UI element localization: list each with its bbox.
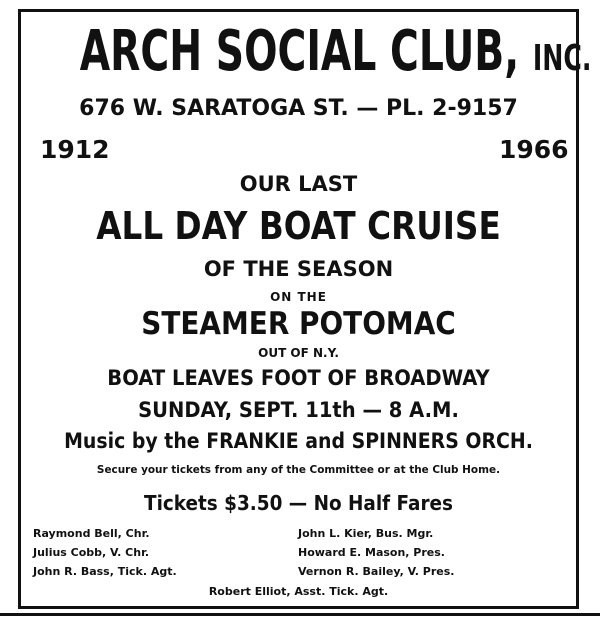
vessel-origin: OUT OF N.Y.: [258, 346, 339, 360]
committee-member: Howard E. Mason, Pres.: [298, 546, 445, 559]
club-name-text: ARCH SOCIAL CLUB,: [79, 19, 520, 84]
on-the-label: ON THE: [270, 290, 327, 304]
event-intro: OUR LAST: [239, 172, 358, 196]
bottom-rule: [0, 613, 600, 616]
event-subtitle: OF THE SEASON: [203, 257, 394, 281]
year-founded: 1912: [40, 135, 110, 164]
departure-location: BOAT LEAVES FOOT OF BROADWAY: [107, 366, 490, 390]
committee-member: John L. Kier, Bus. Mgr.: [298, 527, 434, 540]
event-date-time: SUNDAY, SEPT. 11th — 8 A.M.: [138, 398, 459, 422]
committee-member: Julius Cobb, V. Chr.: [33, 546, 150, 559]
club-name: [79, 19, 592, 84]
ticket-price: Tickets $3.50 — No Half Fares: [144, 491, 453, 515]
club-suffix: INC.: [532, 38, 592, 79]
ticket-note: Secure your tickets from any of the Committee or at the Club Home.: [96, 463, 501, 476]
committee-member: John R. Bass, Tick. Agt.: [33, 565, 177, 578]
vessel-name: STEAMER POTOMAC: [141, 306, 456, 342]
music-credit: Music by the FRANKIE and SPINNERS ORCH.: [64, 429, 533, 453]
committee-member: Robert Elliot, Asst. Tick. Agt.: [208, 585, 389, 598]
club-address: 676 W. SARATOGA ST. — PL. 2-9157: [79, 96, 518, 121]
committee-member: Vernon R. Bailey, V. Pres.: [298, 565, 455, 578]
event-title: ALL DAY BOAT CRUISE: [96, 204, 501, 248]
year-current: 1966: [499, 135, 569, 164]
committee-member: Raymond Bell, Chr.: [33, 527, 150, 540]
